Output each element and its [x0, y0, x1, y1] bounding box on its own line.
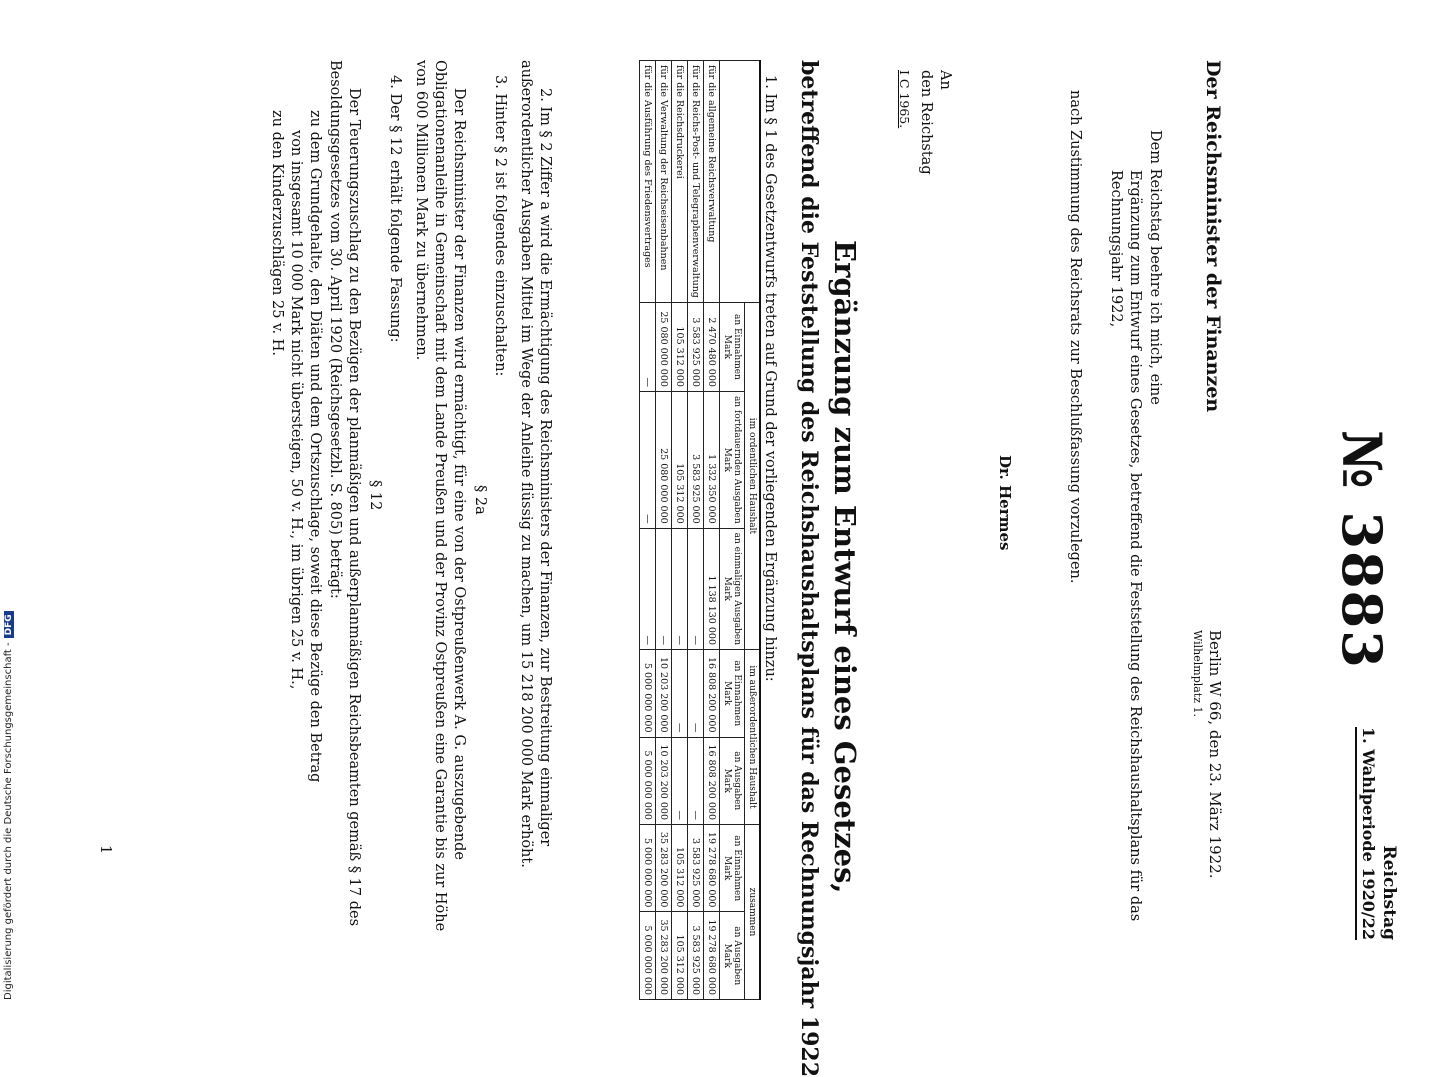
paragraph-2a-heading: § 2a — [472, 485, 488, 515]
table-row — [656, 61, 672, 1000]
cell-ext-expenses: — — [688, 737, 704, 824]
table-row — [640, 61, 656, 1000]
table-row — [688, 61, 704, 1000]
paragraph-12-heading: § 12 — [367, 480, 383, 511]
cell-ord-income: 105 312 000 — [672, 302, 688, 391]
col-label: an einmaligen Ausgaben — [732, 532, 742, 646]
document-number: № 3883 — [1330, 430, 1394, 670]
signature: Dr. Hermes — [996, 455, 1014, 551]
cell-tot-expenses: 35 283 200 000 — [656, 912, 672, 1000]
row-label: für die Verwaltung der Reichseisenbahnen — [656, 61, 672, 303]
letter-line-1: Dem Reichstag beehre ich mich, eine — [1147, 130, 1163, 405]
addressee-an: An — [937, 70, 953, 90]
budget-table-wrapper — [639, 60, 761, 1000]
cell-ord-onetime: — — [688, 528, 704, 649]
paragraph-12-text: Der Teuerungszuschlag zu den Bezügen der planmäßigen und außerplanmäßigen Reichsbeamten gemäß § 17 des Besoldungsgesetzes vom 30. April 1920 (Reichsgesetzbl. S. 805) beträgt: — [327, 60, 362, 927]
footer-text: Digitalisierung gefördert durch die Deutsche Forschungsgemeinschaft - — [3, 642, 14, 1000]
cell-tot-expenses: 5 000 000 000 — [640, 912, 656, 1000]
paragraph-2a-text: Der Reichsminister der Finanzen wird ermächtigt, für eine von der Ostpreußenwerk A. G. auszugebende Obligationenanleihe in Gemeinschaft mit dem Lande Preußen und der Provinz Ostpreußen eine Garantie bis zur Höhe von 600 Millionen Mark zu übernehmen. — [413, 60, 467, 932]
letter-line-3: Rechnungsjahr 1922, — [1108, 170, 1124, 328]
table-row — [704, 61, 720, 1000]
letter-line-4: nach Zustimmung des Reichsrats zur Beschlußfassung vorzulegen. — [1067, 90, 1083, 584]
period-label: 1. Wahlperiode 1920/22 — [1355, 727, 1378, 940]
cell-ord-onetime: — — [672, 528, 688, 649]
col-label: an Ausgaben — [732, 751, 742, 811]
cell-tot-expenses: 105 312 000 — [672, 912, 688, 1000]
file-reference: I C 1965. — [897, 70, 912, 129]
budget-rows — [640, 61, 720, 1000]
cell-ord-recurring: 105 312 000 — [672, 391, 688, 528]
office-address: Wilhelmplatz 1. — [1191, 630, 1204, 718]
col-unit: Mark — [722, 681, 732, 706]
cell-ext-income: — — [672, 650, 688, 737]
section-4: 4. Der § 12 erhält folgende Fassung: — [387, 75, 403, 343]
cell-tot-expenses: 3 583 925 000 — [688, 912, 704, 1000]
section-2: 2. Im § 2 Ziffer a wird die Ermächtigung des Reichsministers der Finanzen, zur Bestreitung einmaliger außerordentlicher Ausgaben Mittel im Wege der Anleihe flüssig zu machen, um 15 218 200 000 Mark erhöht. — [518, 60, 553, 868]
col-ord-income — [720, 302, 745, 391]
cell-ext-expenses: 16 808 200 000 — [704, 737, 720, 824]
col-label: an Einnahmen — [732, 660, 742, 727]
col-ext-expenses — [720, 737, 745, 824]
cell-ord-recurring: 3 583 925 000 — [688, 391, 704, 528]
col-label: an fortdauernden Ausgaben — [732, 395, 742, 524]
cell-tot-expenses: 19 278 680 000 — [704, 912, 720, 1000]
bill-title-line-1: Ergänzung zum Entwurf eines Gesetzes, — [828, 240, 862, 894]
table-row — [672, 61, 688, 1000]
paragraph-12-item-3: zu den Kinderzuschlägen 25 v. H. — [269, 110, 285, 356]
cell-ord-onetime: — — [656, 528, 672, 649]
col-ord-onetime — [720, 528, 745, 649]
cell-tot-income: 5 000 000 000 — [640, 824, 656, 911]
cell-ext-income: 16 808 200 000 — [704, 650, 720, 737]
cell-tot-income: 105 312 000 — [672, 824, 688, 911]
cell-ext-expenses: 5 000 000 000 — [640, 737, 656, 824]
cell-tot-income: 35 283 200 000 — [656, 824, 672, 911]
header-extraordinary: im außerordentlichen Haushalt — [745, 650, 761, 825]
paragraph-12-item-1: zu dem Grundgehalte, den Diäten und dem Ortszuschlage, soweit diese Bezüge den Betrag — [307, 110, 323, 783]
minister-title: Der Reichsminister der Finanzen — [1202, 60, 1224, 413]
cell-ord-income: — — [640, 302, 656, 391]
col-label: an Einnahmen — [732, 313, 742, 380]
cell-ord-recurring: 1 332 350 000 — [704, 391, 720, 528]
row-label: für die allgemeine Reichsverwaltung — [704, 61, 720, 303]
col-unit: Mark — [722, 334, 732, 360]
cell-ord-onetime: 1 138 130 000 — [704, 528, 720, 649]
cell-ord-onetime: — — [640, 528, 656, 649]
cell-ext-income: 10 203 200 000 — [656, 650, 672, 737]
dfg-logo: DFG — [4, 611, 14, 638]
cell-ord-recurring: 25 080 000 000 — [656, 391, 672, 528]
cell-tot-income: 3 583 925 000 — [688, 824, 704, 911]
addressee-reichstag: den Reichstag — [918, 70, 934, 175]
page-number: 1 — [97, 845, 113, 855]
row-label: für die Reichsdruckerei — [672, 61, 688, 303]
header-ordinary: im ordentlichen Haushalt — [745, 302, 761, 649]
digitization-footer — [3, 611, 14, 1000]
cell-ord-income: 3 583 925 000 — [688, 302, 704, 391]
col-label: an Einnahmen — [732, 835, 742, 902]
col-unit: Mark — [722, 856, 732, 881]
budget-table — [639, 60, 761, 1000]
table-header-blank — [720, 61, 761, 303]
letter-line-2: Ergänzung zum Entwurf eines Gesetzes, betreffend die Feststellung des Reichshaushaltsplans für das — [1127, 170, 1143, 922]
place-date: Berlin W 66, den 23. März 1922. — [1206, 630, 1224, 879]
cell-ord-recurring: — — [640, 391, 656, 528]
bill-title-line-2: betreffend die Feststellung des Reichshaushaltsplans für das Rechnungsjahr 1922 — [796, 60, 822, 1077]
section-3: 3. Hinter § 2 ist folgendes einzuschalten: — [492, 75, 508, 377]
cell-ext-expenses: — — [672, 737, 688, 824]
col-tot-expenses — [720, 912, 745, 1000]
cell-ext-income: 5 000 000 000 — [640, 650, 656, 737]
col-unit: Mark — [722, 447, 732, 472]
cell-ext-income: — — [688, 650, 704, 737]
col-tot-income — [720, 824, 745, 911]
cell-ord-income: 2 470 480 000 — [704, 302, 720, 391]
parliament-label: Reichstag — [1379, 845, 1399, 940]
col-unit: Mark — [722, 576, 732, 601]
col-unit: Mark — [722, 943, 732, 968]
cell-tot-income: 19 278 680 000 — [704, 824, 720, 911]
header-total: zusammen — [745, 824, 761, 999]
col-unit: Mark — [722, 768, 732, 793]
cell-ext-expenses: 10 203 200 000 — [656, 737, 672, 824]
col-ext-income — [720, 650, 745, 737]
paragraph-12-item-2: von insgesamt 10 000 Mark nicht übersteigen, 50 v. H., im übrigen 25 v. H., — [288, 130, 304, 690]
cell-ord-income: 25 080 000 000 — [656, 302, 672, 391]
row-label: für die Ausführung des Friedensvertrages — [640, 61, 656, 303]
col-ord-recurring — [720, 391, 745, 528]
section-1-intro: 1. Im § 1 des Gesetzentwurfs treten auf Grund der vorliegenden Ergänzung hinzu: — [762, 75, 778, 682]
col-label: an Ausgaben — [732, 926, 742, 986]
row-label: für die Reichs-Post- und Telegraphenverwaltung — [688, 61, 704, 303]
